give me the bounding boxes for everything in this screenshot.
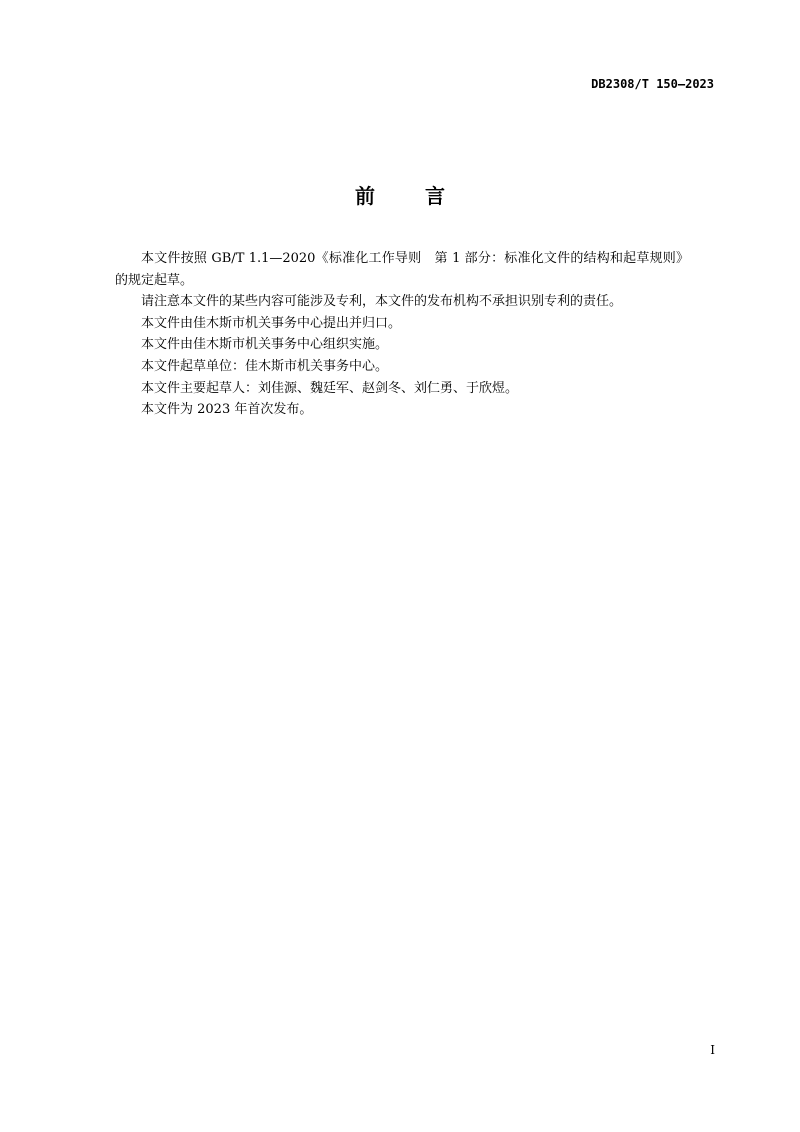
paragraph-drafting-unit: 本文件起草单位：佳木斯市机关事务中心。 — [141, 358, 389, 374]
paragraph-drafters: 本文件主要起草人：刘佳源、魏廷军、赵剑冬、刘仁勇、于欣煜。 — [141, 380, 519, 396]
paragraph-drafting-rules: 本文件按照 GB/T 1.1—2020《标准化工作导则 第 1 部分：标准化文件的结构和起草规则》的规定起草。 — [115, 251, 689, 288]
page-title — [0, 180, 800, 209]
foreword-body — [115, 248, 689, 421]
paragraph-proposer: 本文件由佳木斯市机关事务中心提出并归口。 — [141, 315, 402, 331]
paragraph-patent-notice: 请注意本文件的某些内容可能涉及专利，本文件的发布机构不承担识别专利的责任。 — [141, 294, 623, 310]
title-char-2: 言 — [425, 184, 445, 208]
title-char-1: 前 — [355, 184, 375, 208]
paragraph-implementer: 本文件由佳木斯市机关事务中心组织实施。 — [141, 337, 389, 353]
document-code: DB2308/T 150—2023 — [591, 77, 714, 91]
paragraph-first-release: 本文件为 2023 年首次发布。 — [141, 402, 313, 418]
page-number: I — [710, 1043, 715, 1057]
